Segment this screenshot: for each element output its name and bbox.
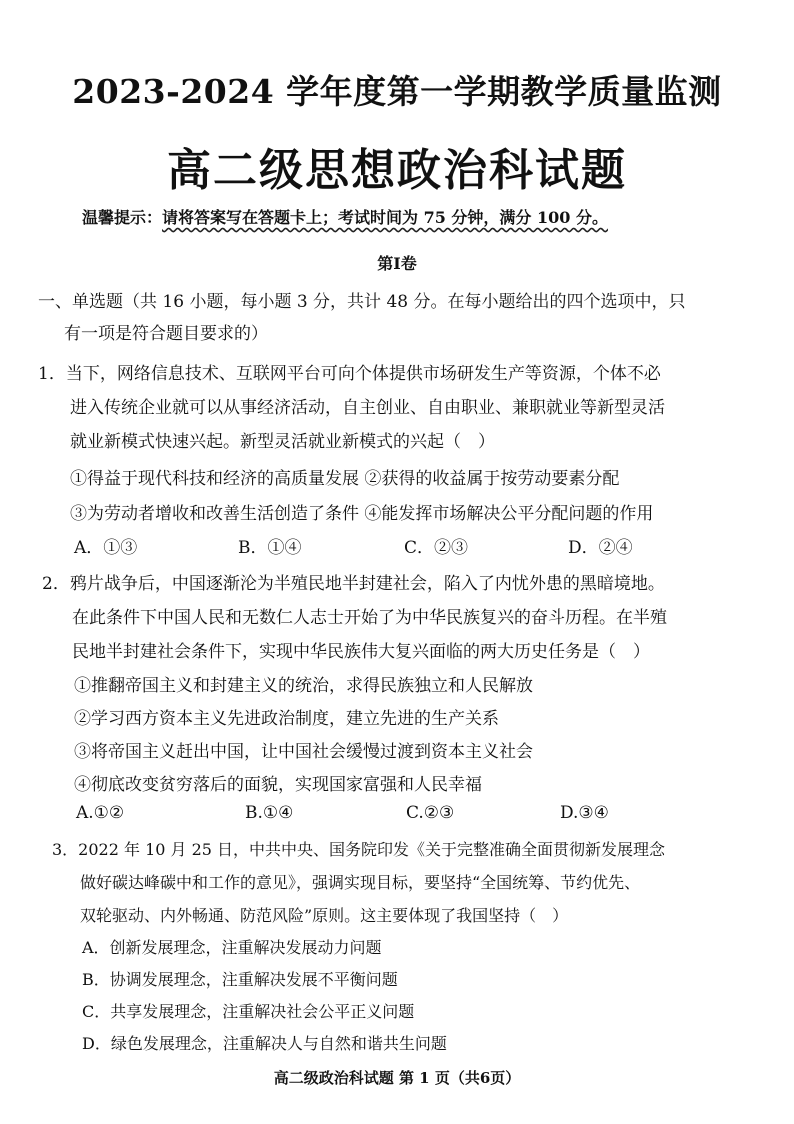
q1-statement: ①得益于现代科技和经济的高质量发展 ②获得的收益属于按劳动要素分配 (70, 469, 620, 489)
q2-line1: 2．鸦片战争后，中国逐渐沦为半殖民地半封建社会，陷入了内忧外患的黑暗境地。 (42, 574, 665, 594)
q3-option-d: D．绿色发展理念，注重解决人与自然和谐共生问题 (82, 1034, 447, 1053)
q2-option-c: C.②③ (406, 803, 455, 823)
section-heading-line2: 有一项是符合题目要求的） (64, 324, 268, 344)
q3-option-c: C．共享发展理念，注重解决社会公平正义问题 (82, 1002, 415, 1021)
exam-title-line2: 高二级思想政治科试题 (167, 145, 627, 196)
q2-statement: ③将帝国主义赶出中国，让中国社会缓慢过渡到资本主义社会 (74, 742, 533, 762)
q1-option-b: B．①④ (238, 538, 302, 558)
part-label: 第Ⅰ卷 (377, 254, 417, 273)
q2-statement: ④彻底改变贫穷落后的面貌，实现国家富强和人民幸福 (74, 775, 482, 795)
exam-title-line1: 2023-2024 学年度第一学期教学质量监测 (72, 72, 722, 111)
q2-line2: 在此条件下中国人民和无数仁人志士开始了为中华民族复兴的奋斗历程。在半殖 (72, 608, 667, 628)
q3-option-a: A．创新发展理念，注重解决发展动力问题 (82, 938, 382, 957)
q1-option-a: A．①③ (74, 538, 138, 558)
q3-option-b: B．协调发展理念，注重解决发展不平衡问题 (82, 970, 398, 989)
q1-line3: 就业新模式快速兴起。新型灵活就业新模式的兴起（ ） (70, 432, 495, 452)
page-footer: 高二级政治科试题 第 1 页（共6页） (273, 1069, 521, 1087)
q3-line2: 做好碳达峰碳中和工作的意见》，强调实现目标，要坚持“全国统筹、节约优先、 (80, 873, 641, 892)
q1-line2: 进入传统企业就可以从事经济活动，自主创业、自由职业、兼职就业等新型灵活 (70, 398, 665, 418)
q1-option-d: D．②④ (568, 538, 633, 558)
q3-line3: 双轮驱动、内外畅通、防范风险”原则。这主要体现了我国坚持（ ） (80, 906, 569, 925)
tip (82, 205, 608, 228)
section-heading-line1: 一、单选题（共 16 小题，每小题 3 分，共计 48 分。在每小题给出的四个选项中，只 (38, 292, 686, 312)
q2-option-b: B.①④ (245, 803, 294, 823)
q2-line3: 民地半封建社会条件下，实现中华民族伟大复兴面临的两大历史任务是（ ） (72, 642, 650, 662)
q3-line1: 3．2022 年 10 月 25 日，中共中央、国务院印发《关于完整准确全面贯彻新发展理念 (52, 840, 666, 859)
q1-line1: 1．当下，网络信息技术、互联网平台可向个体提供市场研发生产等资源，个体不必 (38, 364, 661, 384)
q2-statement: ②学习西方资本主义先进政治制度，建立先进的生产关系 (74, 709, 499, 729)
q2-option-a: A.①② (76, 803, 125, 823)
q1-statement: ③为劳动者增收和改善生活创造了条件 ④能发挥市场解决公平分配问题的作用 (70, 504, 654, 524)
tip-label: 温馨提示： (82, 208, 163, 227)
q2-statement: ①推翻帝国主义和封建主义的统治，求得民族独立和人民解放 (74, 676, 533, 696)
q1-option-c: C．②③ (404, 538, 469, 558)
q2-option-d: D.③④ (560, 803, 609, 823)
tip-text: 请将答案写在答题卡上；考试时间为 75 分钟，满分 100 分。 (162, 208, 608, 227)
